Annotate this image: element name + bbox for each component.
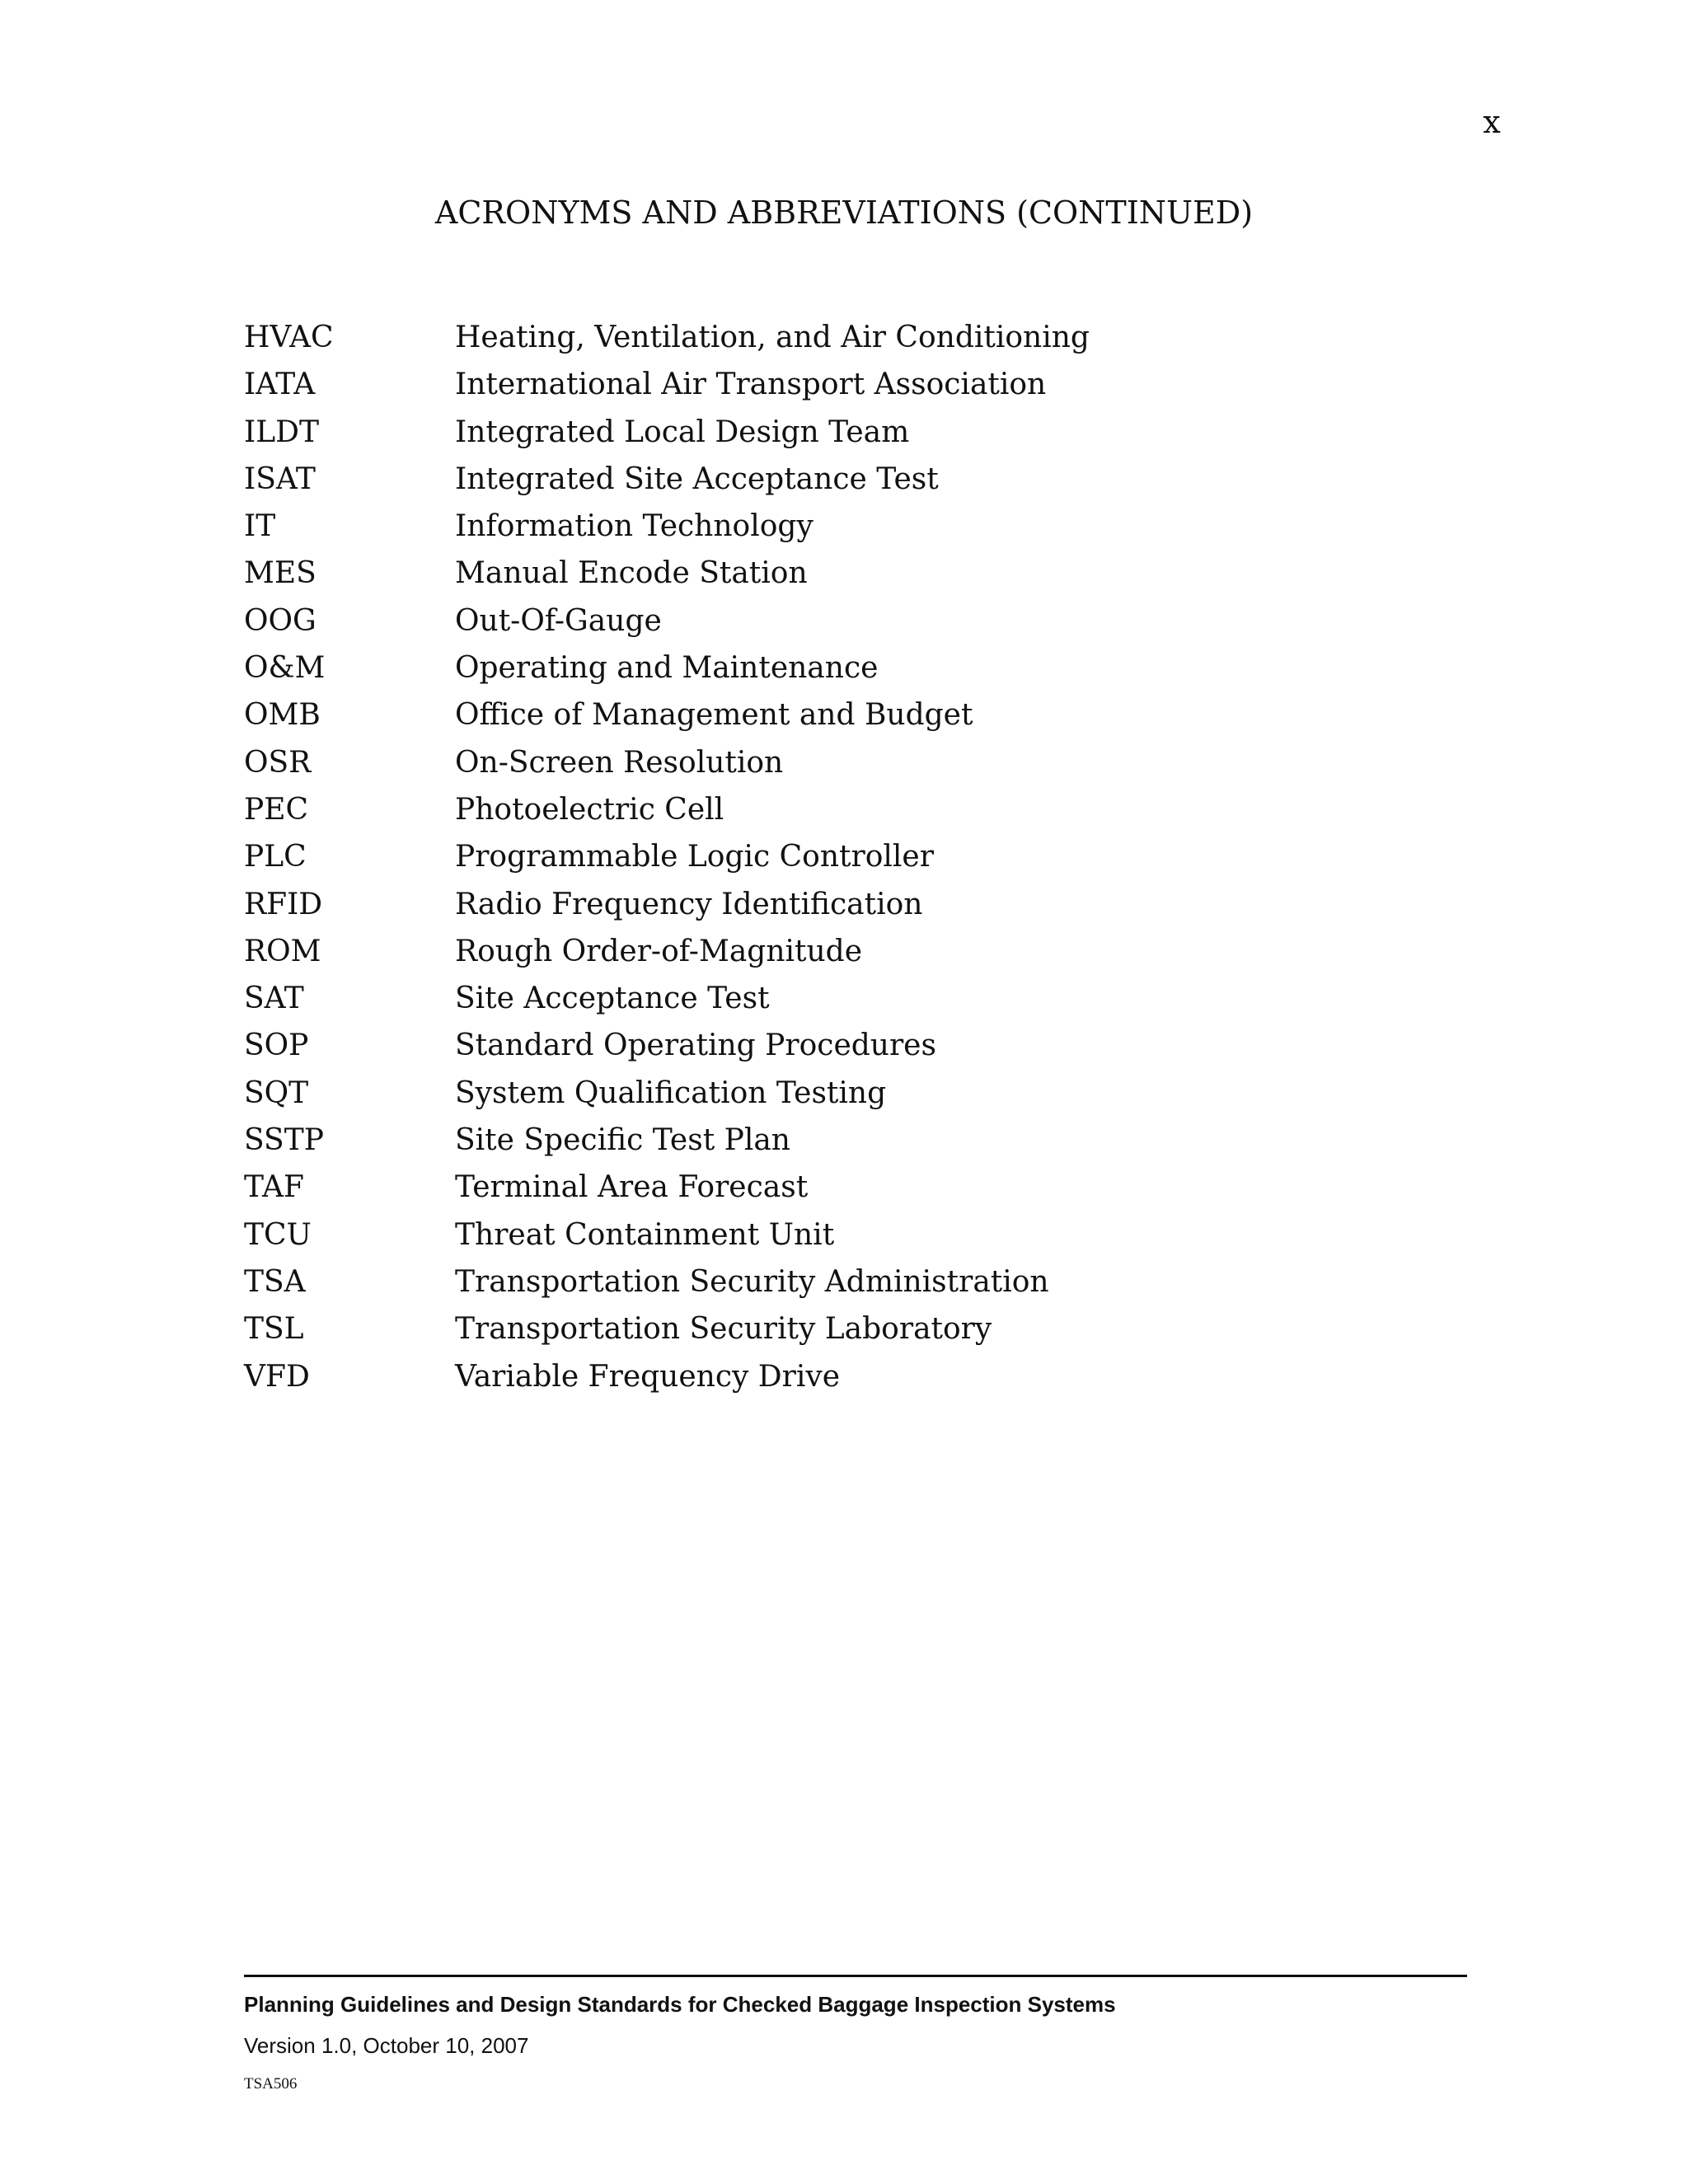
page-number: x	[1483, 104, 1501, 140]
acronym-row-sop	[244, 1022, 1480, 1069]
acronym-row-sqt	[244, 1070, 1480, 1117]
acronym-row-om	[244, 644, 1480, 691]
acronym-row-tsa	[244, 1258, 1480, 1305]
acronym-definition: Threat Containment Unit	[455, 1217, 835, 1252]
acronym-definition: Rough Order-of-Magnitude	[455, 934, 863, 968]
acronym-row-tsl	[244, 1305, 1480, 1352]
acronym-row-ildt	[244, 409, 1480, 456]
acronym-definition: Heating, Ventilation, and Air Conditioning	[455, 321, 1090, 354]
acronym-term: O&M	[244, 651, 326, 686]
acronym-row-tcu	[244, 1212, 1480, 1258]
acronym-row-vfd	[244, 1353, 1480, 1400]
footer-document-code: TSA506	[244, 2075, 298, 2093]
acronym-list	[244, 314, 1480, 1400]
acronym-definition: Site Acceptance Test	[455, 982, 770, 1016]
acronym-definition: Integrated Local Design Team	[455, 415, 910, 449]
footer-version: Version 1.0, October 10, 2007	[244, 2033, 529, 2058]
acronym-term: VFD	[244, 1359, 310, 1394]
acronym-row-taf	[244, 1164, 1480, 1211]
acronym-term: ILDT	[244, 415, 320, 449]
acronym-term: TCU	[244, 1217, 312, 1252]
acronym-definition: Programmable Logic Controller	[455, 840, 934, 874]
acronym-term: IATA	[244, 368, 316, 402]
acronym-definition: Standard Operating Procedures	[455, 1029, 936, 1063]
acronym-definition: Information Technology	[455, 509, 814, 544]
acronym-row-rfid	[244, 881, 1480, 928]
acronym-term: SAT	[244, 982, 304, 1016]
acronym-term: SOP	[244, 1029, 309, 1063]
acronym-row-mes	[244, 550, 1480, 597]
acronym-term: RFID	[244, 887, 323, 921]
acronym-term: TSL	[244, 1312, 304, 1347]
acronym-row-oog	[244, 598, 1480, 644]
acronym-definition: Radio Frequency Identification	[455, 887, 923, 921]
acronym-row-it	[244, 503, 1480, 550]
footer-document-title: Planning Guidelines and Design Standards for Checked Baggage Inspection Systems	[244, 1992, 1116, 2017]
acronym-term: MES	[244, 556, 316, 591]
acronym-term: OSR	[244, 745, 312, 780]
acronym-definition: Site Specific Test Plan	[455, 1123, 790, 1158]
acronym-row-omb	[244, 691, 1480, 738]
acronym-row-rom	[244, 928, 1480, 975]
footer-divider	[244, 1975, 1467, 1977]
acronym-term: ISAT	[244, 462, 316, 496]
page-title: ACRONYMS AND ABBREVIATIONS (CONTINUED)	[434, 194, 1254, 231]
acronym-definition: Out-Of-Gauge	[455, 603, 662, 638]
acronym-term: SQT	[244, 1076, 309, 1110]
acronym-term: TAF	[244, 1170, 305, 1205]
acronym-definition: Photoelectric Cell	[455, 792, 724, 827]
acronym-row-osr	[244, 739, 1480, 786]
acronym-definition: Integrated Site Acceptance Test	[455, 462, 939, 496]
acronym-definition: System Qualification Testing	[455, 1076, 887, 1110]
acronym-term: ROM	[244, 934, 321, 968]
acronym-definition: On-Screen Resolution	[455, 745, 784, 780]
acronym-term: PLC	[244, 840, 307, 874]
acronym-definition: Transportation Security Administration	[455, 1264, 1049, 1299]
acronym-row-pec	[244, 786, 1480, 833]
acronym-row-sstp	[244, 1117, 1480, 1164]
acronym-definition: Terminal Area Forecast	[455, 1170, 809, 1205]
acronym-definition: Variable Frequency Drive	[455, 1359, 841, 1394]
acronym-row-sat	[244, 975, 1480, 1022]
acronym-term: OOG	[244, 603, 316, 638]
acronym-definition: International Air Transport Association	[455, 368, 1047, 402]
acronym-row-plc	[244, 833, 1480, 880]
acronym-term: IT	[244, 509, 276, 544]
acronym-term: SSTP	[244, 1123, 324, 1158]
acronym-term: PEC	[244, 792, 309, 827]
acronym-definition: Operating and Maintenance	[455, 651, 879, 686]
acronym-term: HVAC	[244, 321, 334, 354]
acronym-row-iata	[244, 361, 1480, 408]
acronym-definition: Manual Encode Station	[455, 556, 808, 591]
acronym-definition: Office of Management and Budget	[455, 698, 973, 733]
acronym-row-isat	[244, 456, 1480, 503]
acronym-row-hvac	[244, 314, 1480, 361]
acronym-term: TSA	[244, 1264, 306, 1299]
acronym-definition: Transportation Security Laboratory	[455, 1312, 992, 1347]
acronym-term: OMB	[244, 698, 321, 733]
